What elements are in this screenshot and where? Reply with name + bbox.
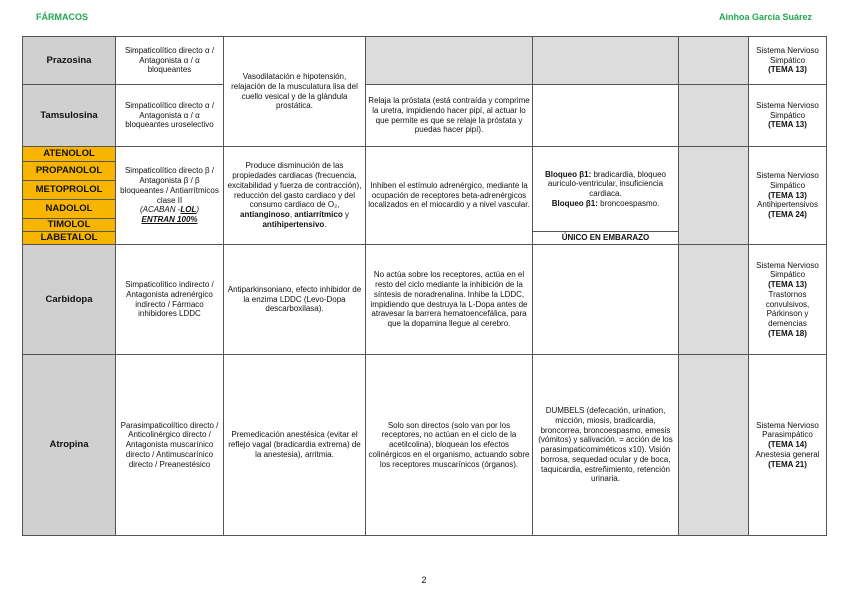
- drug-name-prazosina: Prazosina: [23, 37, 116, 85]
- drug-topic-beta: Sistema Nervioso Simpático (TEMA 13) Antihipertensivos (TEMA 24): [749, 147, 827, 245]
- table-row-tamsulosina: [23, 85, 827, 147]
- drug-effects-atropina: DUMBELS (defecación, urination, micción, miosis, bradicardia, broncorrea, broncoespasmo, emesis (vómitos) y salivación. = acción de los parasimpaticomiméticos x10). Visión borrosa, sequedad ocular y de boca, taquicardia, estreñimiento, retención urinaria.: [533, 355, 679, 536]
- empty-cell: [679, 245, 749, 355]
- drug-mechanism-alpha: Relaja la próstata (está contraída y comprime la uretra, impidiendo hacer pipí, al actuar lo que permite es que se relaje la próstata y puedas hacer pipí).: [366, 85, 533, 147]
- drug-name-propanolol: PROPANOLOL: [23, 162, 116, 181]
- drug-name-metoprolol: METOPROLOL: [23, 181, 116, 200]
- drug-name-atenolol: ATENOLOL: [23, 147, 116, 162]
- drug-topic-atropina: Sistema Nervioso Parasimpático (TEMA 14) Anestesia general (TEMA 21): [749, 355, 827, 536]
- drug-mechanism-carbidopa: No actúa sobre los receptores, actúa en el resto del ciclo mediante la inhibición de la síntesis de noradrenalina. Inhibe la LDDC, impidiendo que destruya la L-Dopa antes de atravesar la barrera hematoencefálica, para que la dopamina llegue al cerebro.: [366, 245, 533, 355]
- empty-cell: [679, 147, 749, 245]
- drug-name-atropina: Atropina: [23, 355, 116, 536]
- drug-use-beta: Produce disminución de las propiedades cardiacas (frecuencia, excitabilidad y fuerza de contracción), reducción del gasto cardiaco y del consumo cardiaco de O₂, antianginoso, antiarrítmico y antihipertensivo.: [224, 147, 366, 245]
- drug-class-tamsulosina: Simpaticolítico directo α / Antagonista α / α bloqueantes uroselectivo: [116, 85, 224, 147]
- empty-cell: [533, 85, 679, 147]
- table-row-atenolol: [23, 147, 827, 162]
- drug-effects-beta: Bloqueo β1: bradicardia, bloqueo auriculo-ventricular, insuficiencia cardiaca. Bloqueo β1: broncoespasmo.: [533, 147, 679, 232]
- table-row-carbidopa: [23, 245, 827, 355]
- drug-class-beta: Simpaticolítico directo β / Antagonista β / β bloqueantes / Antiarrítmicos clase II (ACABAN -LOL) ENTRAN 100%: [116, 147, 224, 245]
- drug-topic-carbidopa: Sistema Nervioso Simpático (TEMA 13) Trastornos convulsivos, Párkinson y demencias (TEMA 18): [749, 245, 827, 355]
- drug-mechanism-beta: Inhiben el estímulo adrenérgico, mediante la ocupación de receptores beta-adrenérgicos localizados en el miocardio y a nivel vascular.: [366, 147, 533, 245]
- table-row-prazosina: [23, 37, 827, 85]
- drug-name-nadolol: NADOLOL: [23, 200, 116, 219]
- empty-cell: [679, 37, 749, 85]
- drug-mechanism-atropina: Solo son directos (solo van por los receptores, no actúan en el ciclo de la acetilcolina), bloquean los efectos colinérgicos en el organismo, actuando sobre los receptores muscarínicos (órganos).: [366, 355, 533, 536]
- drug-class-carbidopa: Simpaticolítico indirecto / Antagonista adrenérgico indirecto / Fármaco inhibidores LDDC: [116, 245, 224, 355]
- table-row-atropina: [23, 355, 827, 536]
- empty-cell: [533, 37, 679, 85]
- drug-use-atropina: Premedicación anestésica (evitar el reflejo vagal (bradicardia extrema) de la anestesia), arritmia.: [224, 355, 366, 536]
- document-title: FÁRMACOS: [36, 12, 88, 22]
- drug-name-labetalol: LABETALOL: [23, 232, 116, 245]
- empty-cell: [366, 37, 533, 85]
- drug-use-carbidopa: Antiparkinsoniano, efecto inhibidor de la enzima LDDC (Levo-Dopa descarboxilasa).: [224, 245, 366, 355]
- pregnancy-note: ÚNICO EN EMBARAZO: [533, 232, 679, 245]
- drug-name-timolol: TIMOLOL: [23, 219, 116, 232]
- drug-name-carbidopa: Carbidopa: [23, 245, 116, 355]
- drug-name-tamsulosina: Tamsulosina: [23, 85, 116, 147]
- drug-class-atropina: Parasimpaticolítico directo / Anticolinérgico directo / Antagonista muscarínico directo / Antimuscarínico directo / Preanestésico: [116, 355, 224, 536]
- empty-cell: [679, 85, 749, 147]
- drug-class-prazosina: Simpaticolítico directo α / Antagonista α / α bloqueantes: [116, 37, 224, 85]
- page-number: 2: [421, 575, 427, 585]
- empty-cell: [533, 245, 679, 355]
- drug-table: [22, 36, 827, 536]
- author-name: Ainhoa García Suárez: [718, 12, 812, 22]
- drug-use-alpha: Vasodilatación e hipotensión, relajación de la musculatura lisa del cuello vesical y de la glándula prostática.: [224, 37, 366, 147]
- drug-topic-tamsulosina: Sistema Nervioso Simpático (TEMA 13): [749, 85, 827, 147]
- drug-topic-prazosina: Sistema Nervioso Simpático (TEMA 13): [749, 37, 827, 85]
- empty-cell: [679, 355, 749, 536]
